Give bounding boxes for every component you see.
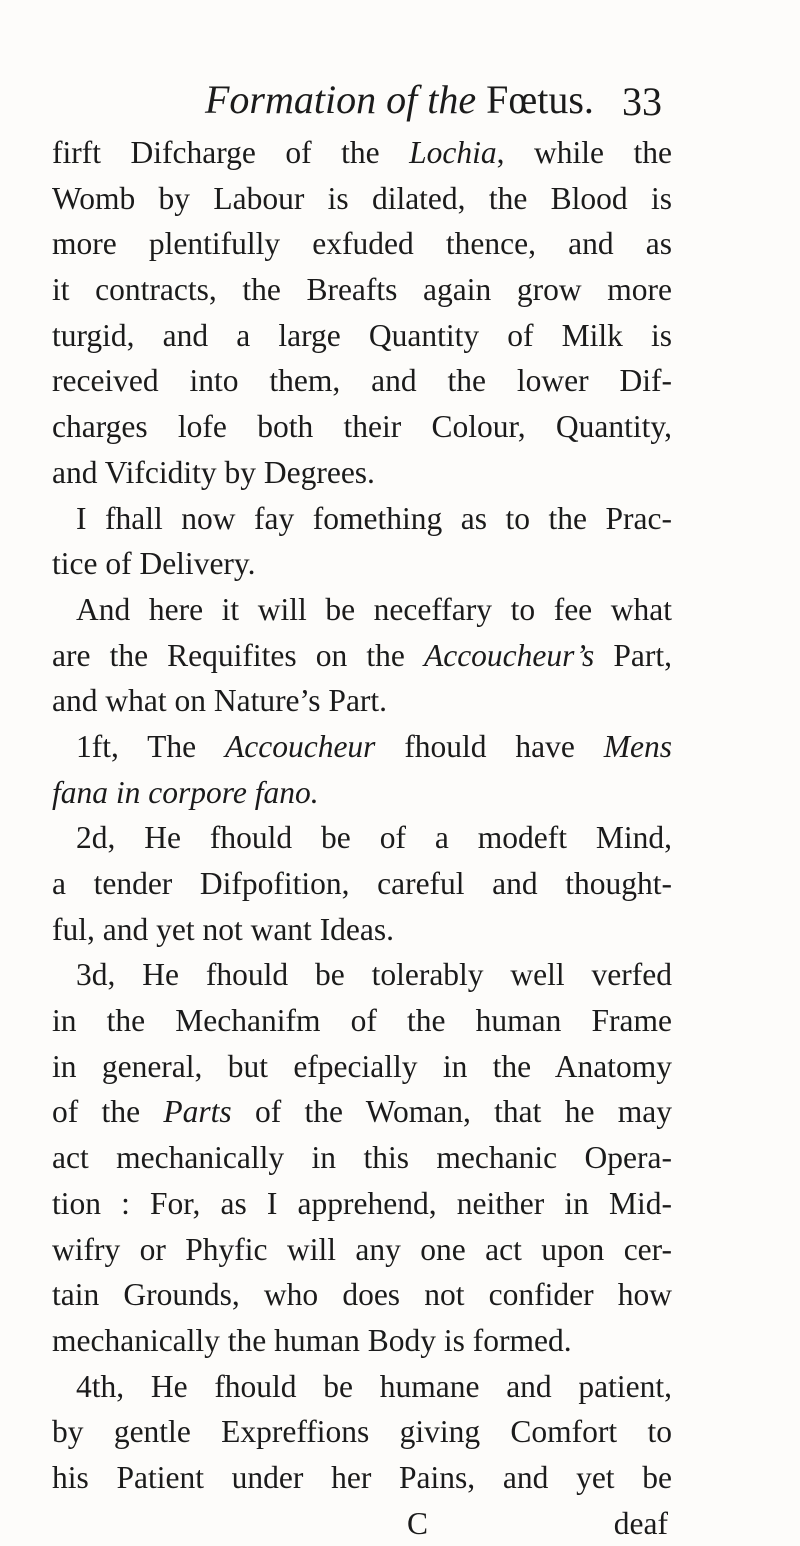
running-title-roman: Fœtus.	[476, 77, 594, 122]
text-line: I fhall now fay fomething as to the Prac-	[76, 500, 672, 536]
catchword: deaf	[613, 1505, 668, 1541]
text-line: And here it will be neceffary to fee what	[76, 591, 672, 627]
body-text	[52, 130, 672, 1546]
running-title	[205, 72, 594, 128]
text-line: firft Difcharge of the Lochia, while the	[52, 135, 672, 170]
text-line: and Vifcidity by Degrees.	[52, 454, 375, 490]
text-line: a tender Difpofition, careful and thought-	[52, 866, 672, 901]
text-line: it contracts, the Breafts again grow more	[52, 272, 672, 308]
text-line: are the Requifites on the Accoucheur’s Part,	[52, 637, 672, 673]
text-line: of the Parts of the Woman, that he may	[52, 1094, 672, 1130]
text-line: tain Grounds, who does not confider how	[52, 1277, 672, 1313]
text-line: and what on Nature’s Part.	[52, 683, 388, 719]
text-line: ful, and yet not want Ideas.	[52, 911, 395, 947]
page-header	[0, 72, 800, 132]
text-line: fana in corpore fano.	[52, 774, 319, 810]
text-line: charges lofe both their Colour, Quantity,	[52, 409, 672, 445]
text-line: his Patient under her Pains, and yet be	[52, 1459, 672, 1495]
text-line: wifry or Phyfic will any one act upon cer-	[52, 1231, 672, 1267]
page-number: 33	[622, 79, 662, 124]
text-line: in the Mechanifm of the human Frame	[52, 1003, 672, 1039]
running-title-italic: Formation of the	[205, 77, 477, 122]
text-line: by gentle Expreffions giving Comfort to	[52, 1414, 672, 1450]
text-line: tice of Delivery.	[52, 546, 256, 582]
page-footer	[52, 1501, 672, 1546]
text-line: Womb by Labour is dilated, the Blood is	[52, 180, 672, 216]
text-line: turgid, and a large Quantity of Milk is	[52, 317, 672, 353]
text-line: act mechanically in this mechanic Opera-	[52, 1140, 672, 1176]
text-line: 4th, He fhould be humane and patient,	[76, 1368, 672, 1404]
text-line: 2d, He fhould be of a modeft Mind,	[76, 820, 672, 856]
text-line: 1ft, The Accoucheur fhould have Mens	[76, 728, 672, 764]
text-line: mechanically the human Body is formed.	[52, 1322, 572, 1358]
signature-mark: C	[407, 1505, 429, 1541]
text-line: in general, but efpecially in the Anatomy	[52, 1048, 672, 1084]
text-line: tion : For, as I apprehend, neither in Mid-	[52, 1185, 672, 1221]
text-line: 3d, He fhould be tolerably well verfed	[76, 957, 672, 993]
text-line: more plentifully exfuded thence, and as	[52, 226, 672, 262]
text-line: received into them, and the lower Dif-	[52, 363, 672, 399]
